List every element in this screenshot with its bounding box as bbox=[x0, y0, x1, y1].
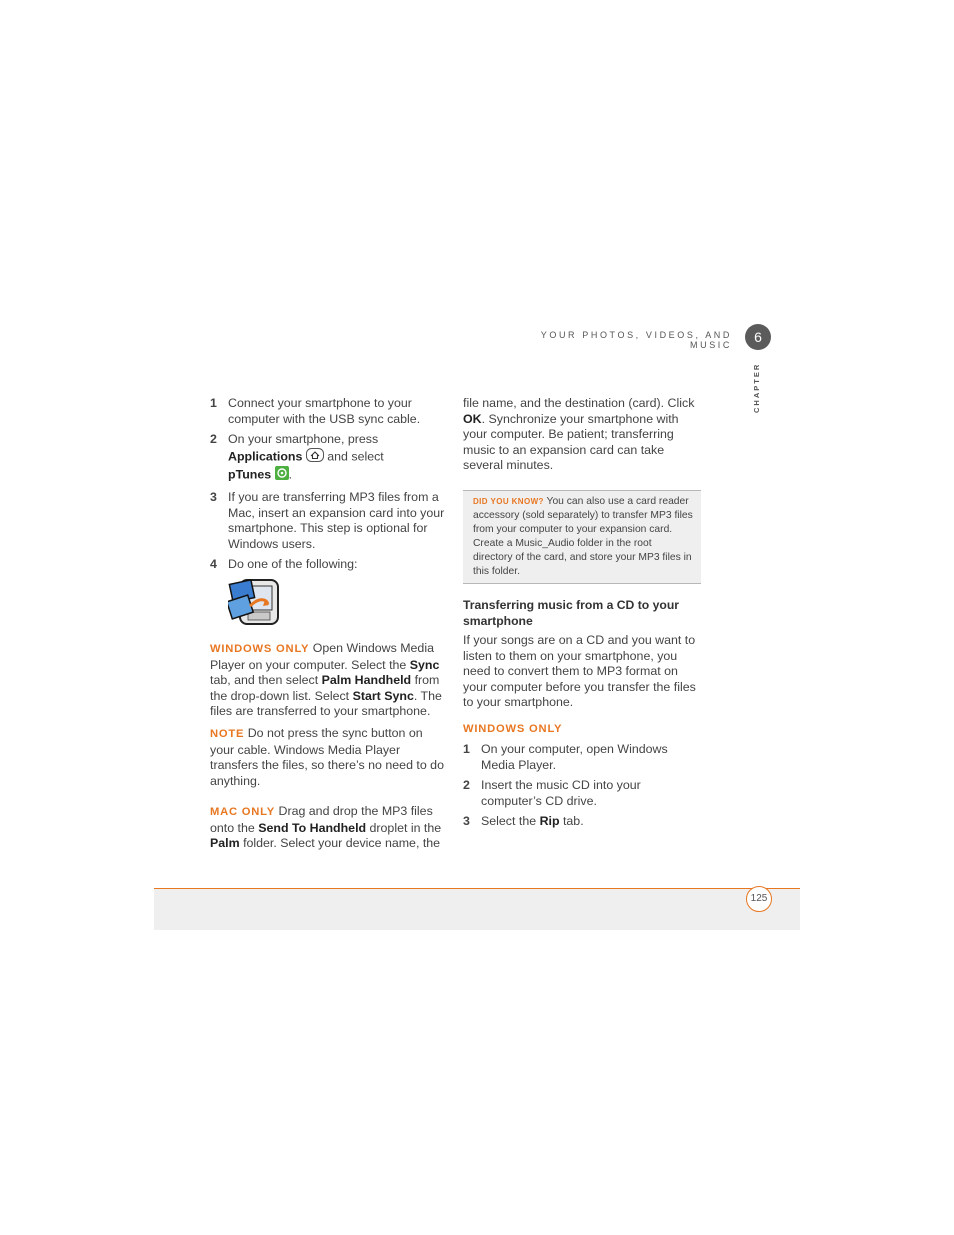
step-text: Connect your smartphone to your computer with the USB sync cable. bbox=[228, 396, 421, 426]
step-text: Insert the music CD into your computer’s CD drive. bbox=[481, 778, 641, 808]
rip-term: Rip bbox=[539, 814, 560, 829]
step-text: On your smartphone, press bbox=[228, 432, 379, 447]
mac-only-paragraph bbox=[210, 804, 448, 852]
chapter-label: CHAPTER bbox=[752, 362, 761, 414]
palm-term: Palm bbox=[210, 836, 240, 851]
body-text: folder. Select your device name, the bbox=[239, 836, 441, 851]
step-number: 1 bbox=[210, 396, 217, 410]
body-text: . The files are transferred to your smartphone. bbox=[210, 688, 442, 719]
body-text: droplet in the bbox=[366, 820, 442, 835]
step-2 bbox=[463, 778, 701, 809]
body-text: tab, and then select bbox=[210, 673, 322, 688]
step-text: and select bbox=[323, 449, 384, 464]
windows-only-heading bbox=[463, 719, 562, 737]
step-4 bbox=[210, 557, 448, 573]
chapter-number-badge: 6 bbox=[745, 324, 771, 350]
step-text: Do one of the following: bbox=[228, 557, 358, 572]
step-1 bbox=[463, 742, 701, 773]
windows-only-label: WINDOWS ONLY bbox=[463, 723, 563, 735]
step-2 bbox=[210, 432, 448, 485]
applications-label: Applications bbox=[228, 449, 303, 464]
step-number: 4 bbox=[210, 557, 217, 572]
palm-handheld-term: Palm Handheld bbox=[321, 673, 412, 688]
step-text: If you are transferring MP3 files from a Mac, insert an expansion card into your smartphone. This step is optional for Windows users. bbox=[228, 489, 445, 551]
body-text: from the drop-down list. Select bbox=[210, 673, 440, 703]
right-steps bbox=[463, 742, 701, 835]
step-3 bbox=[463, 814, 701, 830]
step-number: 1 bbox=[463, 742, 470, 756]
step-number: 3 bbox=[210, 489, 217, 504]
step-text: tab. bbox=[559, 814, 584, 829]
mac-only-label: MAC ONLY bbox=[210, 806, 276, 818]
step-text: . bbox=[288, 467, 293, 482]
home-key-icon bbox=[306, 448, 324, 467]
step-text: Select the bbox=[481, 814, 540, 829]
sync-term: Sync bbox=[409, 657, 440, 672]
step-text: On your computer, open Windows Media Player. bbox=[481, 742, 668, 772]
ok-term: OK bbox=[463, 411, 482, 426]
windows-only-label: WINDOWS ONLY bbox=[210, 643, 310, 655]
did-you-know-box bbox=[463, 490, 701, 584]
sync-device-illustration bbox=[228, 576, 282, 628]
ptunes-label: pTunes bbox=[228, 467, 272, 482]
step-number: 3 bbox=[463, 814, 470, 829]
did-you-know-label: DID YOU KNOW? bbox=[473, 497, 544, 506]
body-text: file name, and the destination (card). Click bbox=[463, 396, 695, 410]
body-text: . Synchronize your smartphone with your computer. Be patient; transferring music to an expansion card can take several minutes. bbox=[463, 411, 679, 473]
note-label: NOTE bbox=[210, 728, 245, 740]
body-text: Drag and drop the MP3 files onto the bbox=[210, 804, 433, 835]
did-you-know-text: You can also use a card reader accessory (sold separately) to transfer MP3 files from your computer to your expansion card. Create a Music_Audio folder in the root directory of the card, and store your MP3 files in this folder. bbox=[473, 496, 693, 577]
intro-paragraph: If your songs are on a CD and you want to listen to them on your smartphone, you need to convert them to MP3 format on your computer before you transfer the files to your smartphone. bbox=[463, 633, 696, 710]
step-1 bbox=[210, 396, 448, 427]
start-sync-term: Start Sync bbox=[352, 688, 414, 703]
ptunes-icon bbox=[275, 466, 289, 485]
continued-paragraph bbox=[463, 396, 701, 474]
step-number: 2 bbox=[210, 432, 217, 447]
left-column bbox=[210, 396, 448, 578]
footer-band bbox=[154, 889, 800, 930]
page-number: 125 bbox=[746, 886, 772, 912]
send-to-handheld-term: Send To Handheld bbox=[258, 820, 367, 835]
windows-only-paragraph bbox=[210, 641, 448, 720]
footer-divider bbox=[154, 888, 800, 889]
step-3 bbox=[210, 490, 448, 552]
body-text: Open Windows Media Player on your computer. Select the bbox=[210, 641, 434, 672]
note-paragraph bbox=[210, 726, 448, 789]
section-title: YOUR PHOTOS, VIDEOS, AND MUSIC bbox=[540, 330, 732, 350]
body-text: Do not press the sync button on your cable. Windows Media Player transfers the files, so there’s no need to do anything. bbox=[210, 726, 444, 788]
section-heading: Transferring music from a CD to your smartphone bbox=[463, 598, 680, 628]
step-number: 2 bbox=[463, 778, 470, 793]
